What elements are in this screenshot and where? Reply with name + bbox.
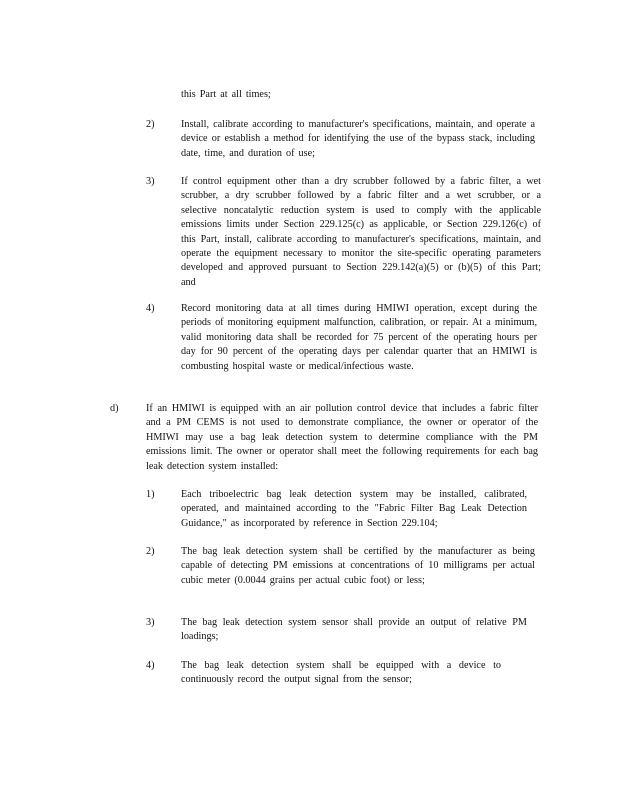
item-text: The bag leak detection system sensor shall provide an output of relative PM loadings; (181, 617, 527, 643)
item-text: If control equipment other than a dry scrubber followed by a fabric filter, a wet scrubber, a dry scrubber followed by a fabric filter and a wet scrubber, or a selective noncatalytic reduction system is used to comply with the applicable emissions limits under Section 229.125(c) as applicable, or Section 229.126(c) of this Part, install, calibrate according to manufacturer's specifications, maintain, and operate the equipment necessary to monitor the site-specific operating parameters developed and approved pursuant to Section 229.142(a)(5) or (b)(5) of this Part; and (181, 176, 541, 288)
item-label: 2) (146, 119, 155, 130)
item-label: 3) (146, 617, 155, 628)
item-text: The bag leak detection system shall be certified by the manufacturer as being capable of detecting PM emissions at concentrations of 10 milligrams per actual cubic meter (0.0044 grains per actual cubic foot) or less; (181, 546, 535, 586)
item-label: 4) (146, 660, 155, 671)
item-label: 1) (146, 489, 155, 500)
item-label: 3) (146, 176, 155, 187)
item-label: 4) (146, 303, 155, 314)
item-label: 2) (146, 546, 155, 557)
continuation-text: this Part at all times; (181, 89, 271, 100)
item-text: Record monitoring data at all times during HMIWI operation, except during the periods of monitoring equipment malfunction, calibration, or repair. At a minimum, valid monitoring data shall be recorded for 75 percent of the operating hours per day for 90 percent of the operating days per calendar quarter that an HMIWI is combusting hospital waste or medical/infectious waste. (181, 303, 537, 372)
item-text: Install, calibrate according to manufacturer's specifications, maintain, and operate a device or establish a method for identifying the use of the bypass stack, including date, time, and duration of use; (181, 119, 535, 159)
section-text: If an HMIWI is equipped with an air pollution control device that includes a fabric filter and a PM CEMS is not used to demonstrate compliance, the owner or operator of the HMIWI may use a bag leak detection system to determine compliance with the PM emissions limit. The owner or operator shall meet the following requirements for each bag leak detection system installed: (146, 403, 538, 472)
section-label: d) (110, 403, 119, 414)
item-text: The bag leak detection system shall be equipped with a device to continuously record the output signal from the sensor; (181, 660, 501, 686)
item-text: Each triboelectric bag leak detection system may be installed, calibrated, operated, and maintained according to the "Fabric Filter Bag Leak Detection Guidance," as incorporated by reference in Section 229.104; (181, 489, 527, 529)
